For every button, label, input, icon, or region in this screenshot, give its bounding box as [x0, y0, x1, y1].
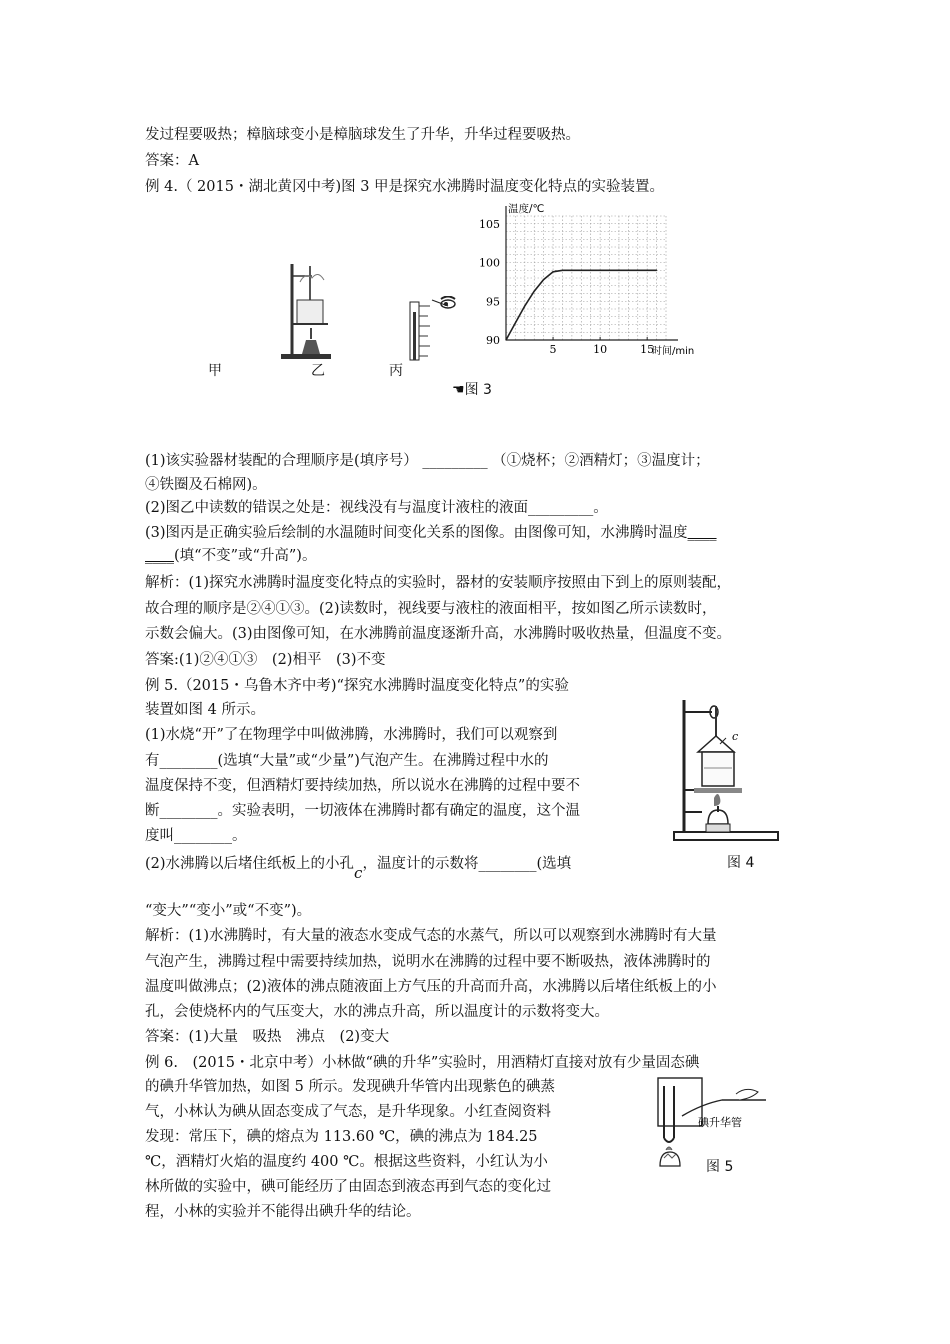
answer-blank[interactable]: _________	[528, 500, 594, 516]
text-line: 林所做的实验中，碘可能经历了由固态到液态再到气态的变化过	[145, 1179, 551, 1195]
text-line: 发过程要吸热；樟脑球变小是樟脑球发生了升华，升华过程要吸热。	[145, 127, 580, 143]
fig5-tube-label: 碘升华管	[698, 1116, 742, 1129]
question-line: (1)该实验器材装配的合理顺序是(填序号） _________ （①烧杯；②酒精灯；③温度计；	[145, 453, 710, 469]
question-line: 断________。实验表明，一切液体在沸腾时都有确定的温度，这个温	[145, 803, 580, 819]
y-tick-label: 90	[486, 334, 500, 347]
analysis-line: 解析：(1)水沸腾时，有大量的液态水变成气态的水蒸气，所以可以观察到水沸腾时有大量	[145, 928, 717, 944]
data-point	[581, 270, 582, 271]
y-tick-label: 100	[479, 256, 500, 270]
question-line: (2)水沸腾以后堵住纸板上的小孔c，温度计的示数将________(选填	[145, 856, 572, 882]
data-point	[505, 339, 506, 340]
text-line: 程，小林的实验并不能得出碘升华的结论。	[145, 1204, 421, 1220]
answer-line: 答案:(1)②④①③ (2)相平 (3)不变	[145, 652, 386, 668]
fig3-label-yi: 乙	[311, 363, 325, 379]
data-point	[590, 270, 591, 271]
fig3-caption: ☚图 3	[452, 382, 492, 398]
x-tick-label: 15	[640, 343, 655, 356]
data-point	[647, 270, 648, 271]
question-line: 温度保持不变，但酒精灯要持续加热，所以说水在沸腾的过程中要不	[145, 778, 580, 794]
fig3-temperature-chart	[478, 198, 708, 366]
question-line: 度叫________。	[145, 828, 247, 844]
analysis-line: 气泡产生，沸腾过程中需要持续加热，说明水在沸腾的过程中要不断吸热，液体沸腾时的	[145, 954, 711, 970]
question-line: (3)图丙是正确实验后绘制的水温随时间变化关系的图像。由图像可知，水沸腾时温度____	[145, 525, 717, 541]
question-line: ④铁圈及石棉网)。	[145, 477, 267, 493]
data-point	[609, 270, 610, 271]
answer-blank[interactable]: _________	[422, 453, 488, 469]
data-point	[524, 305, 525, 306]
fig4-boiling-apparatus	[672, 694, 782, 844]
fig5-iodine-apparatus	[652, 1076, 770, 1168]
data-point	[552, 271, 553, 272]
question-line: “变大”“变小”或“不变”)。	[145, 903, 312, 919]
data-point	[571, 270, 572, 271]
fig3-thermometer-eye	[408, 296, 464, 366]
y-tick-label: 95	[486, 295, 500, 309]
data-point	[618, 270, 619, 271]
fig3-apparatus-jia	[278, 262, 338, 362]
question-line: (1)水烧“开”了在物理学中叫做沸腾，水沸腾时，我们可以观察到	[145, 727, 558, 743]
y-axis-label: 温度/℃	[508, 203, 545, 215]
analysis-line: 故合理的顺序是②④①③。(2)读数时，视线要与液柱的液面相平，按如图乙所示读数时，	[145, 601, 717, 617]
fig5-caption: 图 5	[706, 1159, 734, 1175]
example5-title: 例 5.（2015・乌鲁木齐中考)“探究水沸腾时温度变化特点”的实验	[145, 678, 569, 694]
fig3-label-jia: 甲	[208, 363, 222, 379]
answer-blank[interactable]: ____	[687, 525, 717, 541]
data-point	[656, 270, 657, 271]
series-line	[506, 270, 657, 340]
text-line: ℃，酒精灯火焰的温度约 400 ℃。根据这些资料，小红认为小	[145, 1154, 548, 1170]
text-line: 装置如图 4 所示。	[145, 702, 265, 718]
text-line: 气，小林认为碘从固态变成了气态，是升华现象。小红查阅资料	[145, 1104, 551, 1120]
data-point	[515, 322, 516, 323]
example4-title: 例 4.（ 2015・湖北黄冈中考)图 3 甲是探究水沸腾时温度变化特点的实验装置。	[145, 179, 665, 195]
fig4-caption: 图 4	[727, 855, 755, 871]
answer-blank[interactable]: ____	[145, 548, 174, 564]
y-tick-label: 105	[479, 217, 500, 231]
x-axis-label: 时间/min	[652, 346, 695, 357]
text-line: 的碘升华管加热，如图 5 所示。发现碘升华管内出现紫色的碘蒸	[145, 1079, 555, 1095]
data-point	[628, 270, 629, 271]
analysis-line: 解析：(1)探究水沸腾时温度变化特点的实验时，器材的安装顺序按照由下到上的原则装配，	[145, 575, 732, 591]
pointer-icon: ☚	[452, 382, 465, 398]
fig3-label-bing: 丙	[389, 363, 403, 379]
data-point	[562, 270, 563, 271]
question-line: ____(填“不变”或“升高”)。	[145, 548, 317, 564]
hole-label-c: c	[354, 864, 363, 882]
x-tick-label: 5	[549, 343, 557, 356]
data-point	[534, 291, 535, 292]
x-tick-label: 10	[593, 343, 608, 356]
fig4-label-c: c	[732, 730, 739, 743]
question-line: (2)图乙中读数的错误之处是：视线没有与温度计液柱的液面_________。	[145, 500, 608, 516]
data-point	[543, 279, 544, 280]
text-line: 发现：常压下，碘的熔点为 113.60 ℃，碘的沸点为 184.25	[145, 1129, 538, 1145]
analysis-line: 温度叫做沸点；(2)液体的沸点随液面上方气压的升高而升高，水沸腾以后堵住纸板上的小	[145, 979, 717, 995]
data-point	[600, 270, 601, 271]
answer-line: 答案：A	[145, 153, 199, 169]
question-line: 有________(选填“大量”或“少量”)气泡产生。在沸腾过程中水的	[145, 753, 549, 769]
example6-title: 例 6. (2015・北京中考）小林做“碘的升华”实验时，用酒精灯直接对放有少量固态碘	[145, 1055, 700, 1071]
data-point	[637, 270, 638, 271]
analysis-line: 示数会偏大。(3)由图像可知，在水沸腾前温度逐渐升高，水沸腾时吸收热量，但温度不变。	[145, 626, 732, 642]
analysis-line: 孔，会使烧杯内的气压变大，水的沸点升高，所以温度计的示数将变大。	[145, 1004, 609, 1020]
answer-line: 答案：(1)大量 吸热 沸点 (2)变大	[145, 1029, 390, 1045]
